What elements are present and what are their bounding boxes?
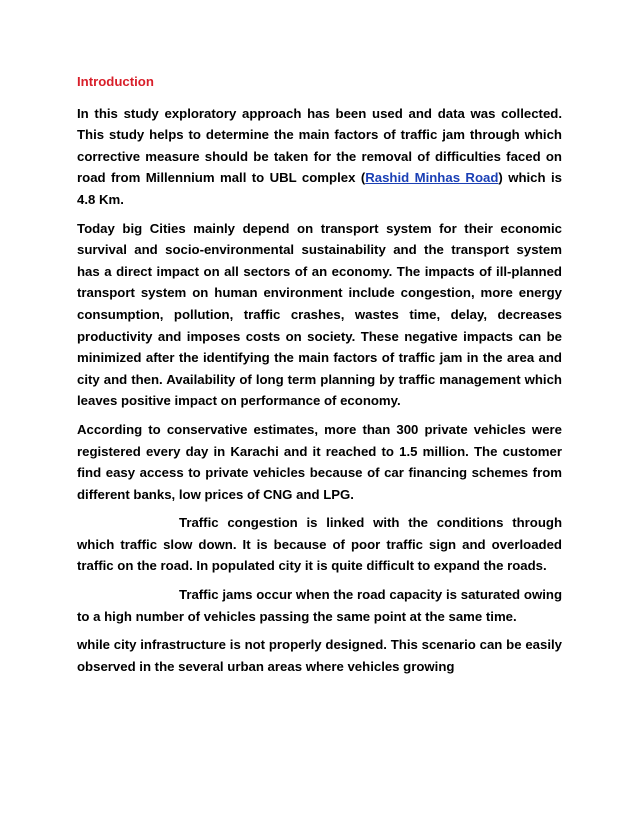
rashid-minhas-road-link[interactable]: Rashid Minhas Road: [365, 170, 499, 186]
paragraph-text: ) which is 4.8 Km.: [77, 170, 562, 207]
paragraph-traffic-jams: Traffic jams occur when the road capacity is saturated owing to a high number of vehicles passing the same point at the same time.: [77, 587, 562, 624]
paragraph-traffic-congestion: Traffic congestion is linked with the conditions through which traffic slow down. It is because of poor traffic sign and overloaded traffic on the road. In populated city it is quite difficult to expand the roads.: [77, 515, 562, 574]
paragraph-conservative-estimates: According to conservative estimates, more than 300 private vehicles were registered every day in Karachi and it reached to 1.5 million. The customer find easy access to private vehicles because of car financing schemes from different banks, low prices of CNG and LPG.: [77, 421, 562, 502]
paragraph-city-infrastructure: while city infrastructure is not properly designed. This scenario can be easily observed in the several urban areas where vehicles growing: [77, 637, 562, 674]
paragraph-study-approach: [77, 103, 562, 211]
paragraph-transport-system: Today big Cities mainly depend on transport system for their economic survival and socio-environmental sustainability and the transport system has a direct impact on all sectors of an economy. The impacts of ill-planned transport system on human environment include congestion, more energy consumption, pollution, traffic crashes, wastes time, delay, decreases productivity and imposes costs on society. These negative impacts can be minimized after the identifying the main factors of traffic jam in the area and city and then. Availability of long term planning by traffic management which leaves positive impact on performance of economy.: [77, 220, 562, 409]
section-heading: Introduction: [77, 74, 154, 89]
paragraph-text: In this study exploratory approach has been used and data was collected. This study helps to determine the main factors of traffic jam through which corrective measure should be taken for the removal of difficulties faced on road from Millennium mall to UBL complex (: [77, 105, 562, 186]
document-page: [77, 71, 562, 684]
